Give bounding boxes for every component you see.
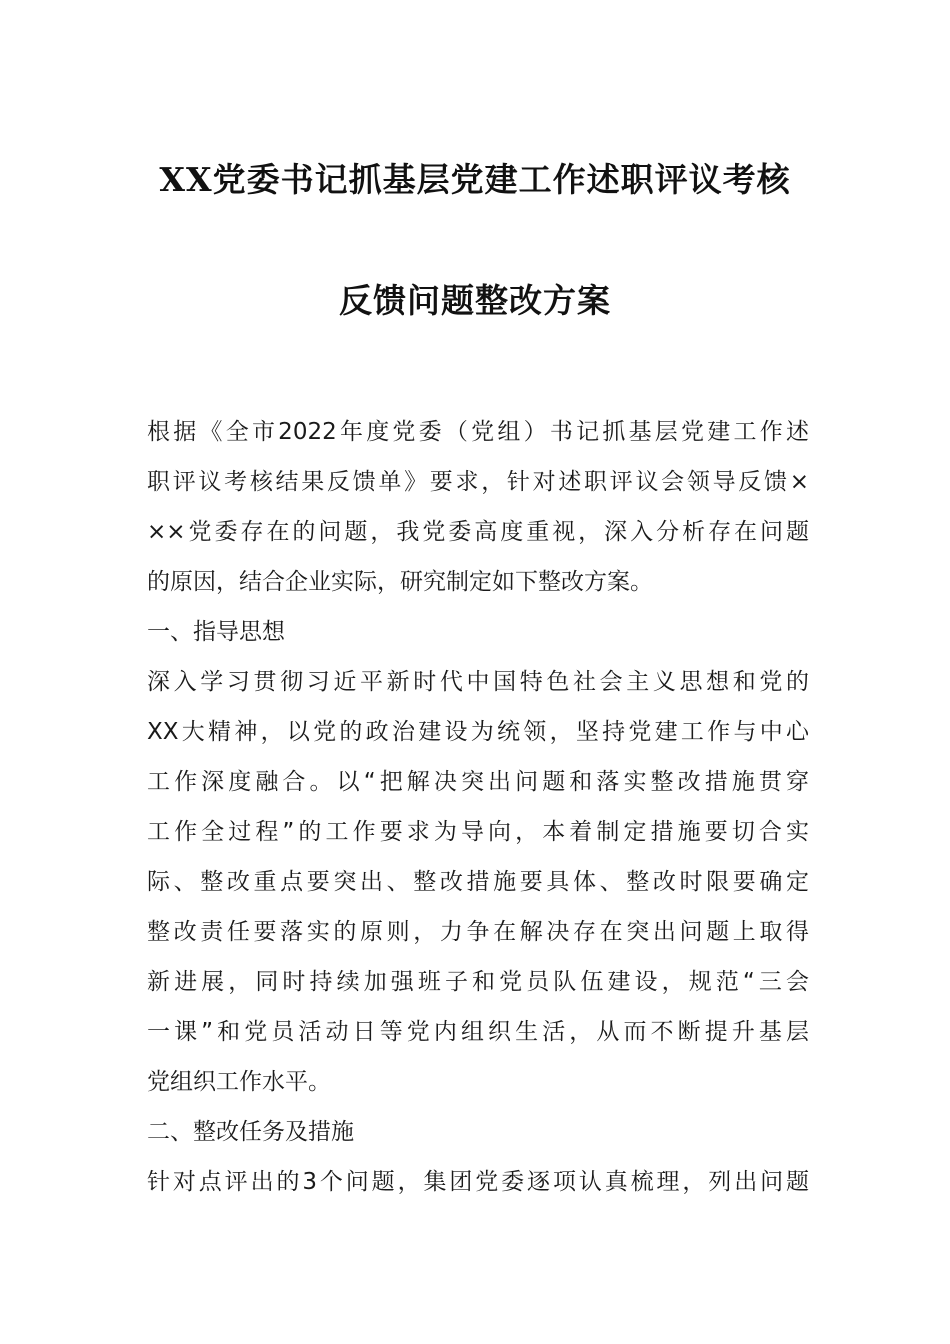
paragraph-line: 深入学习贯彻习近平新时代中国特色社会主义思想和党的 — [147, 669, 809, 695]
document-body — [147, 407, 809, 1207]
paragraph-line: 根据《全市2022年度党委（党组）书记抓基层党建工作述 — [147, 419, 809, 445]
paragraph-line: 际、整改重点要突出、整改措施要具体、整改时限要确定 — [147, 869, 809, 895]
paragraph-line: 整改责任要落实的原则，力争在解决存在突出问题上取得 — [147, 919, 809, 945]
paragraph-line: 针对点评出的3个问题，集团党委逐项认真梳理，列出问题 — [147, 1169, 809, 1195]
paragraph-line: XX大精神，以党的政治建设为统领，坚持党建工作与中心 — [147, 719, 809, 745]
paragraph-line: 党组织工作水平。 — [147, 1069, 331, 1095]
document-title-line-1: XX党委书记抓基层党建工作述职评议考核 — [159, 160, 791, 199]
paragraph-line: ××党委存在的问题，我党委高度重视，深入分析存在问题 — [147, 519, 809, 545]
section-heading: 一、指导思想 — [147, 619, 285, 645]
paragraph-line: 一课”和党员活动日等党内组织生活，从而不断提升基层 — [147, 1019, 809, 1045]
paragraph-line: 新进展，同时持续加强班子和党员队伍建设，规范“三会 — [147, 969, 809, 995]
section-heading: 二、整改任务及措施 — [147, 1119, 354, 1145]
paragraph-line: 的原因，结合企业实际，研究制定如下整改方案。 — [147, 569, 653, 595]
paragraph-line: 职评议考核结果反馈单》要求，针对述职评议会领导反馈× — [147, 469, 809, 495]
paragraph-line: 工作深度融合。以“把解决突出问题和落实整改措施贯穿 — [147, 769, 809, 795]
document-title-line-2: 反馈问题整改方案 — [339, 281, 611, 320]
paragraph-line: 工作全过程”的工作要求为导向，本着制定措施要切合实 — [147, 819, 809, 845]
